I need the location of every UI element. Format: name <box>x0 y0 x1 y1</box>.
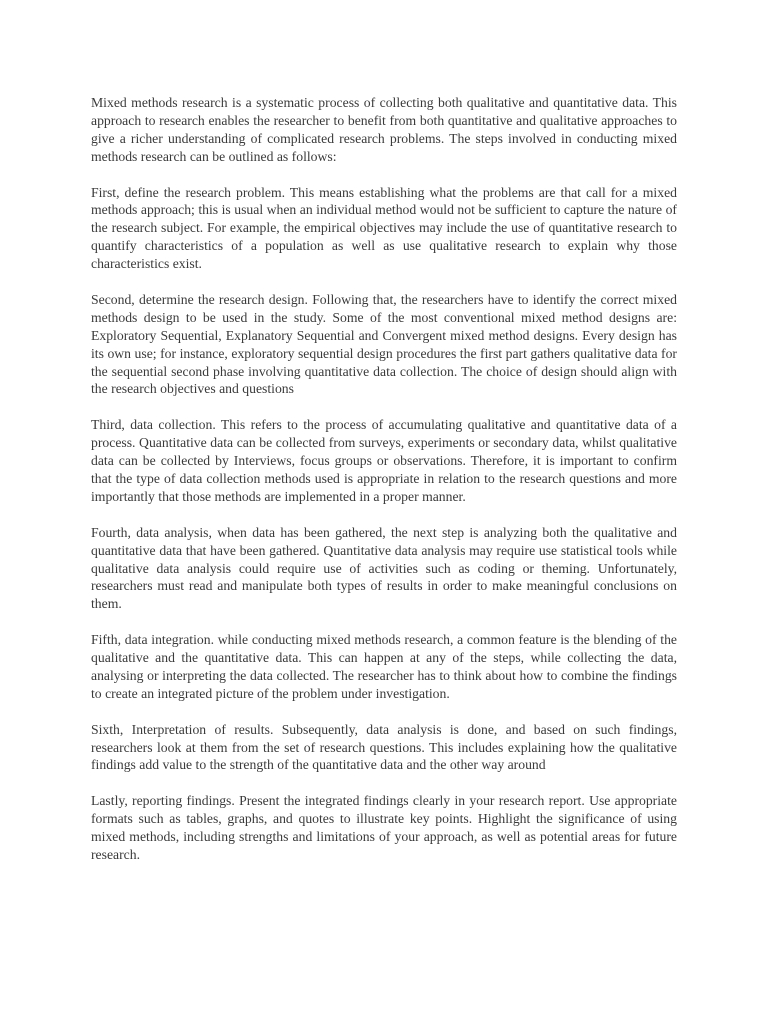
paragraph-intro: Mixed methods research is a systematic process of collecting both qualitative and quantitative data. This approach to research enables the researcher to benefit from both quantitative and qualitative approaches to give a richer understanding of complicated research problems. The steps involved in conducting mixed methods research can be outlined as follows: <box>91 95 677 164</box>
paragraph-step-5-data-integration: Fifth, data integration. while conducting mixed methods research, a common feature is the blending of the qualitative and the quantitative data. This can happen at any of the steps, while collecting the data, analysing or interpreting the data collected. The researcher has to think about how to combine the findings to create an integrated picture of the problem under investigation. <box>91 632 677 701</box>
paragraph-step-3-data-collection: Third, data collection. This refers to the process of accumulating qualitative and quantitative data of a process. Quantitative data can be collected from surveys, experiments or secondary data, whilst qualitative data can be collected by Interviews, focus groups or observations. Therefore, it is important to confirm that the type of data collection methods used is appropriate in relation to the research questions and more importantly that those methods are implemented in a proper manner. <box>91 417 677 504</box>
paragraph-step-1-define-problem: First, define the research problem. This means establishing what the problems are that call for a mixed methods approach; this is usual when an individual method would not be sufficient to capture the nature of the research subject. For example, the empirical objectives may include the use of quantitative research to quantify characteristics of a population as well as use qualitative research to explain why those characteristics exist. <box>91 184 677 272</box>
paragraph-step-7-reporting: Lastly, reporting findings. Present the integrated findings clearly in your research report. Use appropriate formats such as tables, graphs, and quotes to illustrate key points. Highlight the significance of using mixed methods, including strengths and limitations of your approach, as well as potential areas for future research. <box>91 793 677 862</box>
paragraph-step-6-interpretation: Sixth, Interpretation of results. Subsequently, data analysis is done, and based on such findings, researchers look at them from the set of research questions. This includes explaining how the qualitative findings add value to the strength of the quantitative data and the other way around <box>91 721 677 773</box>
document-body <box>91 94 677 882</box>
paragraph-step-4-data-analysis: Fourth, data analysis, when data has been gathered, the next step is analyzing both the qualitative and quantitative data that have been gathered. Quantitative data analysis may require use statistical tools while qualitative data analysis could require use of activities such as coding or theming. Unfortunately, researchers must read and manipulate both types of results in order to make meaningful conclusions on them. <box>91 524 677 612</box>
paragraph-step-2-research-design: Second, determine the research design. Following that, the researchers have to identify the correct mixed methods design to be used in the study. Some of the most conventional mixed method designs are: Exploratory Sequential, Explanatory Sequential and Convergent mixed method designs. Every design has its own use; for instance, exploratory sequential design procedures the first part gathers qualitative data for the sequential second phase involving quantitative data collection. The choice of design should align with the research objectives and questions <box>91 291 677 397</box>
